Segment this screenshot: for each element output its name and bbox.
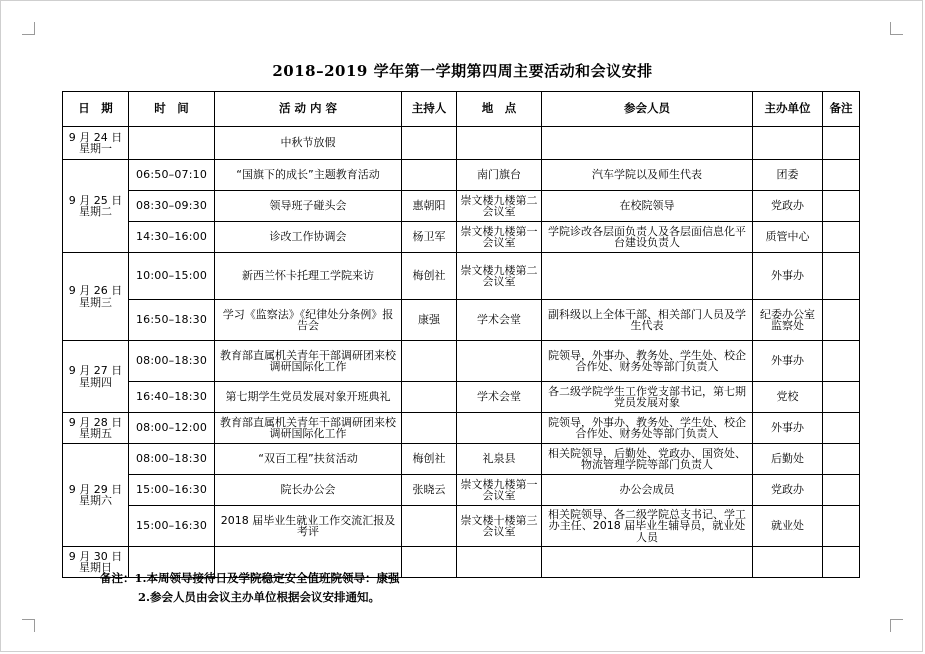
date-text: 9 月 27 日 [68, 364, 123, 377]
note-cell [823, 341, 860, 382]
note-cell [823, 444, 860, 475]
attendees-cell [542, 253, 753, 300]
host-cell [402, 341, 457, 382]
note-cell [823, 160, 860, 191]
attendees-cell: 学院诊改各层面负责人及各层面信息化平台建设负责人 [542, 222, 753, 253]
corner-mark [890, 619, 903, 632]
place-cell: 南门旗台 [457, 160, 542, 191]
table-row [63, 506, 860, 547]
header-place: 地 点 [457, 92, 542, 127]
organizer-cell: 党校 [753, 382, 823, 413]
organizer-cell: 后勤处 [753, 444, 823, 475]
time-cell: 08:00–18:30 [129, 341, 215, 382]
attendees-cell: 院领导，外事办、教务处、学生处、校企合作处、财务处等部门负责人 [542, 413, 753, 444]
place-cell: 学术会堂 [457, 382, 542, 413]
place-cell: 崇文楼九楼第一会议室 [457, 222, 542, 253]
host-cell: 康强 [402, 300, 457, 341]
organizer-cell: 就业处 [753, 506, 823, 547]
date-text: 9 月 25 日 [68, 193, 123, 207]
footnote-1: 备注：1.本周领导接待日及学院稳定安全值班院领导：康强 [100, 571, 400, 585]
header-attendees: 参会人员 [542, 92, 753, 127]
activity-cell: 新西兰怀卡托理工学院来访 [215, 253, 402, 300]
organizer-cell: 党政办 [753, 475, 823, 506]
place-cell: 崇文楼九楼第二会议室 [457, 191, 542, 222]
header-time: 时 间 [129, 92, 215, 127]
organizer-cell: 外事办 [753, 253, 823, 300]
attendees-cell: 各二级学院学生工作党支部书记，第七期党员发展对象 [542, 382, 753, 413]
table-row [63, 160, 860, 191]
corner-mark [890, 22, 903, 35]
host-cell [402, 547, 457, 578]
organizer-cell [753, 127, 823, 160]
time-cell: 08:00–18:30 [129, 444, 215, 475]
time-cell: 15:00–16:30 [129, 475, 215, 506]
date-text: 9 月 26 日 [68, 284, 123, 297]
note-cell [823, 382, 860, 413]
table-row [63, 127, 860, 160]
attendees-cell [542, 547, 753, 578]
table-row [63, 475, 860, 506]
note-cell [823, 506, 860, 547]
table-row [63, 382, 860, 413]
place-cell: 学术会堂 [457, 300, 542, 341]
time-cell: 14:30–16:00 [129, 222, 215, 253]
table-row [63, 222, 860, 253]
activity-cell: “双百工程”扶贫活动 [215, 444, 402, 475]
weekday-text: 星期日 [79, 561, 112, 574]
header-row [63, 92, 860, 127]
time-cell: 06:50–07:10 [129, 160, 215, 191]
table-row [63, 300, 860, 341]
time-cell: 16:50–18:30 [129, 300, 215, 341]
activity-cell: 诊改工作协调会 [215, 222, 402, 253]
organizer-cell: 团委 [753, 160, 823, 191]
document-title: 2018–2019 学年第一学期第四周主要活动和会议安排 [272, 62, 653, 80]
date-cell [63, 444, 129, 547]
place-cell: 崇文楼九楼第一会议室 [457, 475, 542, 506]
host-cell [402, 160, 457, 191]
activity-cell: 教育部直属机关青年干部调研团来校调研国际化工作 [215, 413, 402, 444]
attendees-cell: 汽车学院以及师生代表 [542, 160, 753, 191]
note-cell [823, 127, 860, 160]
host-cell [402, 382, 457, 413]
activity-cell: 教育部直属机关青年干部调研团来校调研国际化工作 [215, 341, 402, 382]
header-activity: 活 动 内 容 [215, 92, 402, 127]
footnotes [100, 569, 400, 607]
date-cell [63, 413, 129, 444]
place-cell [457, 127, 542, 160]
activity-cell: 领导班子碰头会 [215, 191, 402, 222]
note-cell [823, 191, 860, 222]
host-cell: 梅创社 [402, 444, 457, 475]
time-cell: 16:40–18:30 [129, 382, 215, 413]
note-cell [823, 300, 860, 341]
organizer-cell: 质管中心 [753, 222, 823, 253]
organizer-cell [753, 547, 823, 578]
weekday-text: 星期一 [79, 142, 112, 155]
weekday-text: 星期六 [79, 494, 112, 507]
time-cell: 15:00–16:30 [129, 506, 215, 547]
header-organizer: 主办单位 [753, 92, 823, 127]
attendees-cell: 在校院领导 [542, 191, 753, 222]
date-cell [63, 160, 129, 253]
host-cell: 杨卫军 [402, 222, 457, 253]
note-cell [823, 413, 860, 444]
time-cell [129, 127, 215, 160]
schedule-table [62, 91, 860, 578]
attendees-cell: 相关院领导、各二级学院总支书记、学工办主任、2018 届毕业生辅导员，就业处人员 [542, 506, 753, 547]
date-cell [63, 127, 129, 160]
activity-cell: 2018 届毕业生就业工作交流汇报及考评 [215, 506, 402, 547]
note-cell [823, 547, 860, 578]
weekday-text: 星期三 [79, 295, 112, 309]
place-cell [457, 547, 542, 578]
note-cell [823, 222, 860, 253]
organizer-cell: 外事办 [753, 413, 823, 444]
table-row [63, 253, 860, 300]
table-row [63, 444, 860, 475]
activity-cell: 第七期学生党员发展对象开班典礼 [215, 382, 402, 413]
weekday-text: 星期二 [79, 205, 112, 218]
table-row [63, 341, 860, 382]
host-cell: 惠朝阳 [402, 191, 457, 222]
corner-mark [22, 619, 35, 632]
host-cell: 梅创社 [402, 253, 457, 300]
time-cell: 08:30–09:30 [129, 191, 215, 222]
attendees-cell: 办公会成员 [542, 475, 753, 506]
table-row [63, 191, 860, 222]
date-cell [63, 253, 129, 341]
corner-mark [22, 22, 35, 35]
header-note: 备注 [823, 92, 860, 127]
host-cell [402, 413, 457, 444]
note-cell [823, 475, 860, 506]
note-cell [823, 253, 860, 300]
time-cell: 10:00–15:00 [129, 253, 215, 300]
attendees-cell: 院领导，外事办、教务处、学生处、校企合作处、财务处等部门负责人 [542, 341, 753, 382]
place-cell: 崇文楼十楼第三会议室 [457, 506, 542, 547]
attendees-cell: 相关院领导，后勤处、党政办、国资处、物流管理学院等部门负责人 [542, 444, 753, 475]
host-cell: 张晓云 [402, 475, 457, 506]
attendees-cell: 副科级以上全体干部、相关部门人员及学生代表 [542, 300, 753, 341]
date-text: 9 月 24 日 [68, 130, 123, 144]
time-cell: 08:00–12:00 [129, 413, 215, 444]
attendees-cell [542, 127, 753, 160]
header-date: 日 期 [63, 92, 129, 127]
weekday-text: 星期四 [79, 375, 112, 389]
activity-cell: 中秋节放假 [215, 127, 402, 160]
footnote-2: 2.参会人员由会议主办单位根据会议安排通知。 [138, 590, 381, 604]
host-cell [402, 127, 457, 160]
activity-cell: 院长办公会 [215, 475, 402, 506]
place-cell [457, 413, 542, 444]
date-text: 9 月 29 日 [68, 482, 123, 496]
place-cell [457, 341, 542, 382]
header-host: 主持人 [402, 92, 457, 127]
weekday-text: 星期五 [79, 427, 112, 440]
organizer-cell: 党政办 [753, 191, 823, 222]
organizer-cell: 纪委办公室监察处 [753, 300, 823, 341]
date-cell [63, 341, 129, 413]
place-cell: 礼泉县 [457, 444, 542, 475]
date-text: 9 月 30 日 [68, 549, 123, 563]
activity-cell: “国旗下的成长”主题教育活动 [215, 160, 402, 191]
place-cell: 崇文楼九楼第二会议室 [457, 253, 542, 300]
date-text: 9 月 28 日 [68, 415, 123, 429]
table-row [63, 413, 860, 444]
activity-cell: 学习《监察法》《纪律处分条例》报告会 [215, 300, 402, 341]
host-cell [402, 506, 457, 547]
organizer-cell: 外事办 [753, 341, 823, 382]
